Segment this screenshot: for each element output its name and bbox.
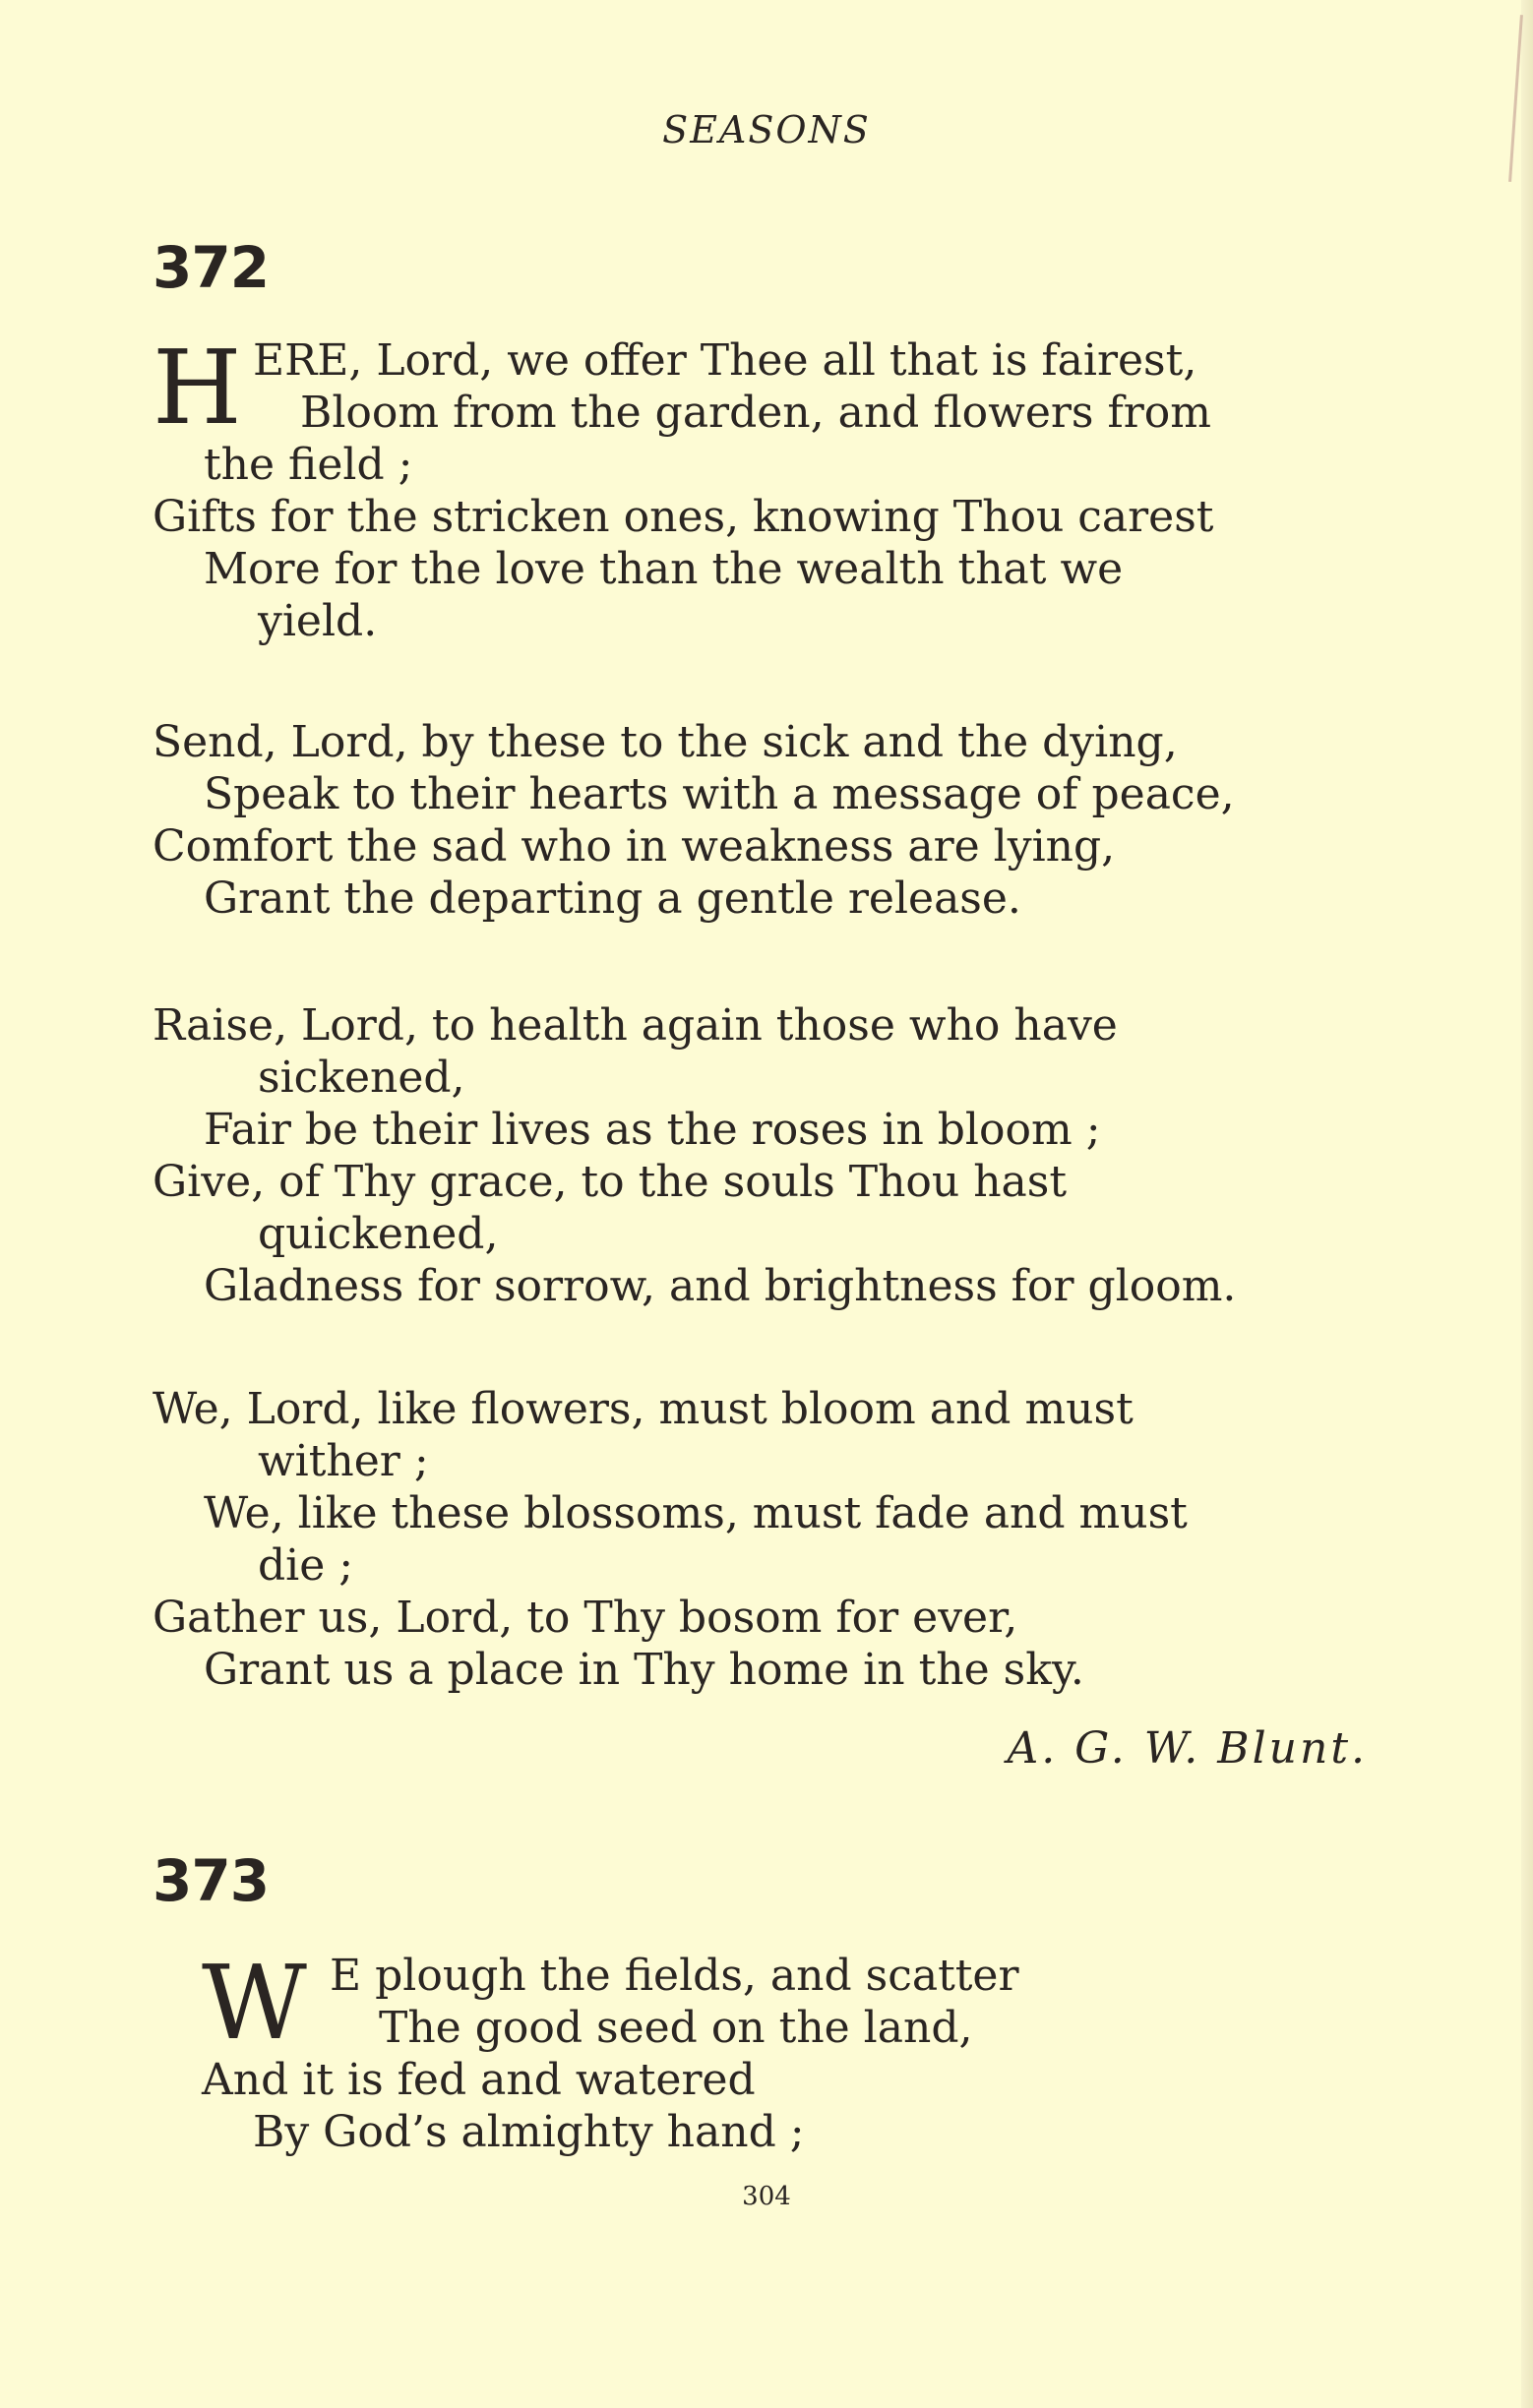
verse-line: Bloom from the garden, and flowers from <box>300 388 1211 438</box>
verse-line: By God’s almighty hand ; <box>253 2107 805 2157</box>
verse-line: the field ; <box>204 440 413 490</box>
dropcap-letter: H <box>153 328 242 448</box>
hymn-372-stanza-2 <box>153 716 1382 925</box>
hymn-number: 373 <box>153 1847 270 1914</box>
verse-line: E plough the fields, and scatter <box>330 1951 1019 2001</box>
verse-line: wither ; <box>258 1436 429 1486</box>
dropcap-block <box>153 328 1382 448</box>
verse-line: yield. <box>258 596 378 646</box>
hymn-372-stanza-3 <box>153 999 1382 1312</box>
verse-line: And it is fed and watered <box>202 2055 756 2105</box>
page-edge <box>1521 0 1533 2408</box>
dropcap-block <box>202 1943 1432 2063</box>
hymn-372-stanza-1 <box>153 328 1382 647</box>
verse-line: ERE, Lord, we offer Thee all that is fairest, <box>253 335 1197 386</box>
hymn-number: 372 <box>153 234 270 301</box>
hymn-373-stanza-1 <box>202 1943 1432 2158</box>
verse-line: Grant the departing a gentle release. <box>204 873 1021 924</box>
verse-line: quickened, <box>258 1209 499 1259</box>
verse-line: Fair be their lives as the roses in bloom ; <box>204 1105 1101 1155</box>
verse-line: sickened, <box>258 1053 465 1103</box>
verse-line: Send, Lord, by these to the sick and the dying, <box>153 717 1178 767</box>
verse-line: The good seed on the land, <box>379 2003 973 2053</box>
verse-line: die ; <box>258 1540 354 1591</box>
running-head: SEASONS <box>662 108 871 151</box>
page-number: 304 <box>742 2182 791 2211</box>
verse-line: Speak to their hearts with a message of peace, <box>204 769 1235 819</box>
verse-line: More for the love than the wealth that we <box>204 544 1124 594</box>
verse-line: Comfort the sad who in weakness are lying, <box>153 821 1116 872</box>
verse-line: Give, of Thy grace, to the souls Thou hast <box>153 1157 1068 1207</box>
verse-line: Raise, Lord, to health again those who have <box>153 1000 1118 1051</box>
hymn-attribution: A. G. W. Blunt. <box>1007 1723 1368 1774</box>
verse-line: Gifts for the stricken ones, knowing Thou carest <box>153 492 1214 542</box>
verse-line: We, Lord, like flowers, must bloom and must <box>153 1384 1134 1434</box>
verse-line: Gladness for sorrow, and brightness for gloom. <box>204 1261 1237 1311</box>
dropcap-letter: W <box>202 1943 307 2063</box>
verse-line: We, like these blossoms, must fade and must <box>204 1488 1188 1538</box>
verse-line: Gather us, Lord, to Thy bosom for ever, <box>153 1593 1018 1643</box>
hymn-372-stanza-4 <box>153 1383 1382 1696</box>
verse-line: Grant us a place in Thy home in the sky. <box>204 1645 1084 1695</box>
